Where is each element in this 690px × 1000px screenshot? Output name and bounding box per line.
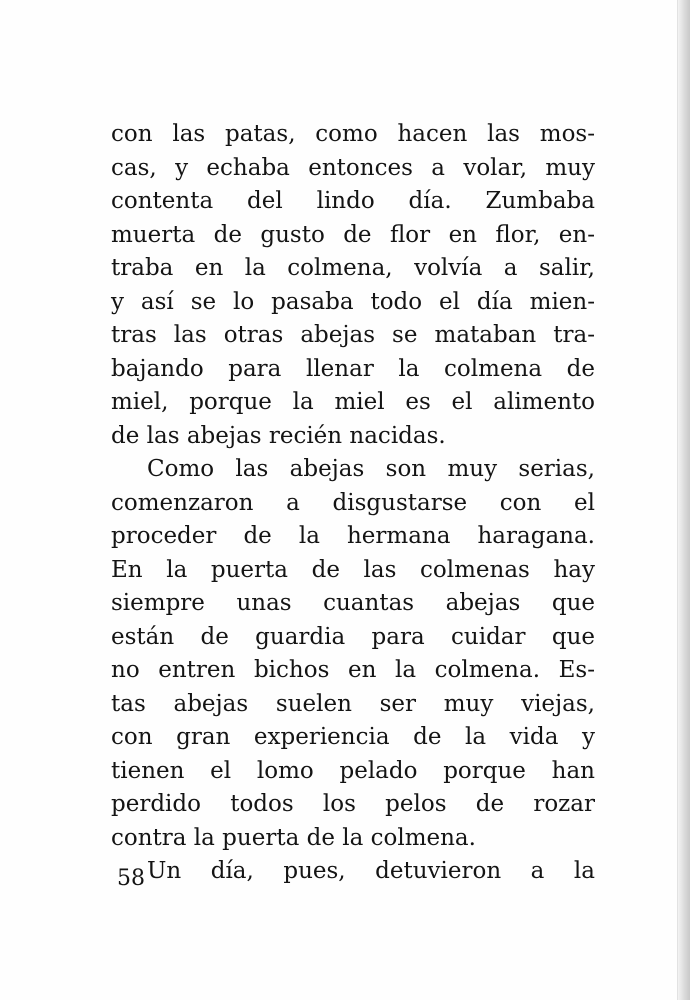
- text-line-23: Un día, pues, detuvieron a la: [147, 858, 595, 884]
- text-line-15: siempre unas cuantas abejas que: [111, 590, 595, 616]
- text-line-22: contra la puerta de la colmena.: [111, 824, 476, 851]
- text-line-4: muerta de gusto de flor en flor, en-: [111, 221, 595, 248]
- text-line-11: Como las abejas son muy serias,: [147, 456, 595, 482]
- text-line-14: En la puerta de las colmenas hay: [111, 556, 595, 583]
- page-number: 58: [117, 866, 145, 891]
- text-line-2: cas, y echaba entonces a volar, muy: [111, 154, 595, 181]
- text-line-9: miel, porque la miel es el alimento: [111, 389, 595, 415]
- text-line-6: y así se lo pasaba todo el día mien-: [111, 288, 595, 315]
- text-line-21: perdido todos los pelos de rozar: [111, 791, 595, 817]
- text-line-12: comenzaron a disgustarse con el: [111, 489, 595, 516]
- text-line-8: bajando para llenar la colmena de: [111, 355, 595, 382]
- page-gutter-shadow: [678, 0, 690, 1000]
- text-line-18: tas abejas suelen ser muy viejas,: [111, 690, 595, 717]
- text-line-5: traba en la colmena, volvía a salir,: [111, 255, 595, 281]
- text-line-1: con las patas, como hacen las mos-: [111, 121, 595, 147]
- text-line-13: proceder de la hermana haragana.: [111, 523, 595, 549]
- text-line-20: tienen el lomo pelado porque han: [111, 757, 595, 784]
- text-line-7: tras las otras abejas se mataban tra-: [111, 322, 595, 348]
- text-line-17: no entren bichos en la colmena. Es-: [111, 657, 595, 683]
- text-line-10: de las abejas recién nacidas.: [111, 422, 446, 449]
- text-line-3: contenta del lindo día. Zumbaba: [111, 188, 595, 214]
- text-line-16: están de guardia para cuidar que: [111, 623, 595, 650]
- text-line-19: con gran experiencia de la vida y: [111, 724, 595, 750]
- body-text: [111, 118, 595, 889]
